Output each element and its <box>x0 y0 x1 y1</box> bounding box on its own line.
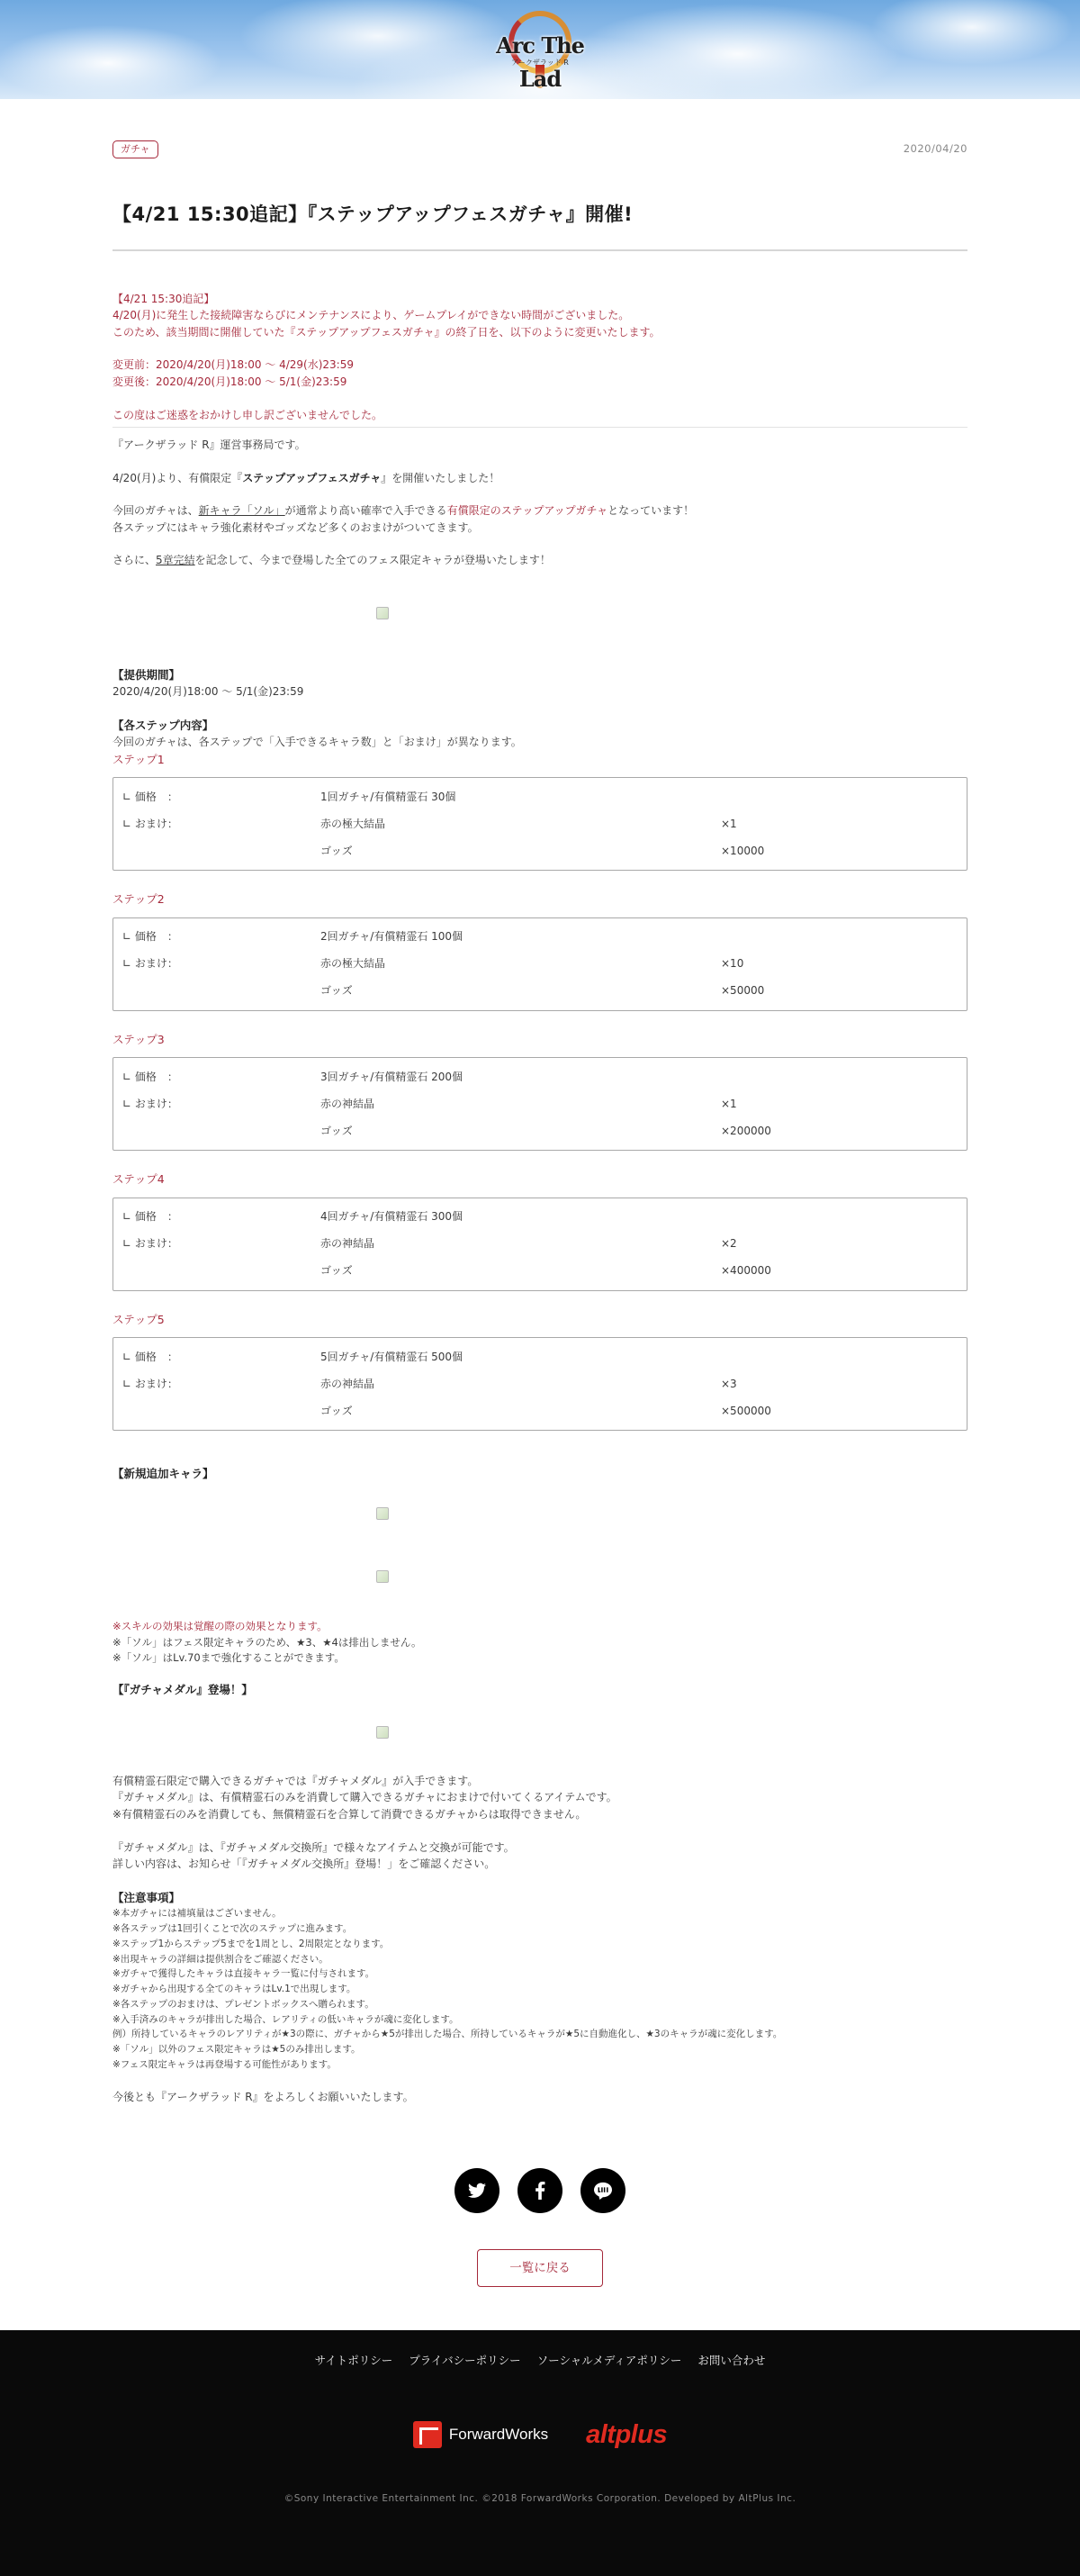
bonus-qty: ×400000 <box>721 1264 771 1278</box>
bonus-item: ゴッズ <box>320 1264 353 1278</box>
bonus-label: ∟ おまけ： <box>122 1097 178 1110</box>
intro-steps: 各ステップにはキャラ強化素材やゴッズなど多くのおまけがついてきます。 <box>112 520 479 534</box>
step-block <box>112 1311 968 1431</box>
bonus-qty: ×3 <box>721 1377 737 1390</box>
share-buttons <box>112 2168 968 2213</box>
intro-fes: さらに、5章完結を記念して、今まで登場した全てのフェス限定キャラが登場いたします！ <box>112 554 551 567</box>
bonus-item: 赤の神結晶 <box>320 1237 375 1251</box>
price-label: ∟ 価格 ： <box>122 930 178 944</box>
caution-list <box>112 1906 968 2073</box>
step-label: ステップ3 <box>112 1032 165 1046</box>
line-share-button[interactable] <box>580 2168 626 2213</box>
bonus-item: ゴッズ <box>320 845 353 858</box>
footer-link-social[interactable]: ソーシャルメディアポリシー <box>536 2354 682 2368</box>
medal-text: ※有償精霊石のみを消費しても、無償精霊石を合算して消費できるガチャからは取得できません。 <box>112 1807 587 1821</box>
price-value: 3回ガチャ/有償精霊石 200個 <box>320 1070 464 1083</box>
intro-gacha: 今回のガチャは、新キャラ「ソル」が通常より高い確率で入手できる有償限定のステップアップガチャとなっています！ <box>112 504 695 518</box>
bonus-label: ∟ おまけ： <box>122 1377 178 1390</box>
update-notice <box>112 291 968 429</box>
notice-after: 変更後：2020/4/20(月)18:00 〜 5/1(金)23:59 <box>112 375 347 388</box>
note: ※「ソル」はフェス限定キャラのため、★3、★4は排出しません。 <box>112 1635 422 1649</box>
period-section <box>112 666 968 751</box>
caution-item: ※ガチャから出現する全てのキャラはLv.1で出現します。 <box>112 1984 356 1995</box>
notice-line: このため、該当期間に開催していた『ステップアップフェスガチャ』の終了日を、以下のように変更いたします。 <box>112 325 661 339</box>
bonus-qty: ×10 <box>721 957 744 971</box>
price-value: 5回ガチャ/有償精霊石 500個 <box>320 1350 464 1363</box>
copyright-text: ©Sony Interactive Entertainment Inc. ©2018 ForwardWorks Corporation. Developed by AltPlus Inc. <box>284 2492 796 2504</box>
new-chars-heading: 【新規追加キャラ】 <box>112 1466 214 1480</box>
price-label: ∟ 価格 ： <box>122 1210 178 1224</box>
price-value: 1回ガチャ/有償精霊石 30個 <box>320 791 456 804</box>
intro-announce: 4/20(月)より、有償限定『ステップアップフェスガチャ』を開催いたしました！ <box>112 471 500 484</box>
bonus-qty: ×500000 <box>721 1404 771 1417</box>
character-image <box>376 1507 389 1520</box>
step-label: ステップ4 <box>112 1172 165 1187</box>
price-label: ∟ 価格 ： <box>122 1350 178 1363</box>
forwardworks-logo[interactable]: ForwardWorks <box>413 2421 548 2448</box>
step-table <box>112 1337 968 1431</box>
footer-links <box>0 2352 1080 2369</box>
bonus-item: ゴッズ <box>320 1404 353 1417</box>
caution-item: ※入手済みのキャラが排出した場合、レアリティの低いキャラが魂に変化します。 <box>112 2013 459 2025</box>
caution-item: ※ガチャで獲得したキャラは直接キャラ一覧に付与されます。 <box>112 1968 375 1980</box>
article-title: 【4/21 15:30追記】『ステップアップフェスガチャ』開催! <box>112 200 968 251</box>
new-chars-notes <box>112 1619 968 1699</box>
period-value: 2020/4/20(月)18:00 〜 5/1(金)23:59 <box>112 685 304 699</box>
closing-text: 今後とも『アークザラッド R』をよろしくお願いいたします。 <box>112 2090 414 2103</box>
price-label: ∟ 価格 ： <box>122 791 178 804</box>
medal-text: 『ガチャメダル』は、『ガチャメダル交換所』で様々なアイテムと交換が可能です。 <box>112 1840 515 1854</box>
article-meta <box>112 140 968 158</box>
caution-item: ※各ステップのおまけは、プレゼントボックスへ贈られます。 <box>112 1998 374 2010</box>
caution-item: ※「ソル」以外のフェス限定キャラは★5のみ排出します。 <box>112 2044 361 2056</box>
altplus-logo[interactable]: altplus <box>586 2419 668 2449</box>
caution-item: 例）所持しているキャラのレアリティが★3の際に、ガチャから★5が排出した場合、所持しているキャラが★5に自動進化し、★3のキャラが魂に変化します。 <box>112 2029 783 2040</box>
caution-item: ※本ガチャには補填量はございません。 <box>112 1908 282 1920</box>
medal-text: 『ガチャメダル』は、有償精霊石のみを消費して購入できるガチャにおまけで付いてくるアイテムです。 <box>112 1791 617 1804</box>
bonus-label: ∟ おまけ： <box>122 818 178 831</box>
medal-image <box>376 1726 389 1739</box>
bonus-qty: ×2 <box>721 1237 737 1251</box>
medal-section <box>112 1773 968 1906</box>
bonus-qty: ×50000 <box>721 984 765 998</box>
steps-heading: 【各ステップ内容】 <box>112 719 214 733</box>
bonus-qty: ×1 <box>721 1097 737 1110</box>
new-chars-section <box>112 1465 968 1482</box>
facebook-share-button[interactable] <box>518 2168 562 2213</box>
publish-date: 2020/04/20 <box>903 142 968 156</box>
note-skill: ※スキルの効果は覚醒の際の効果となります。 <box>112 1620 328 1633</box>
step-label: ステップ5 <box>112 1312 165 1326</box>
step-table <box>112 917 968 1011</box>
step-block <box>112 890 968 1010</box>
caution-item: ※ステップ1からステップ5までを1周とし、2周限定となります。 <box>112 1938 390 1949</box>
bonus-qty: ×200000 <box>721 1124 771 1137</box>
steps-desc: 今回のガチャは、各ステップで「入手できるキャラ数」と「おまけ」が異なります。 <box>112 736 522 749</box>
line-icon <box>593 2182 613 2200</box>
new-character-link[interactable]: 新キャラ「ソル」 <box>198 504 285 518</box>
step-table <box>112 1198 968 1291</box>
bonus-label: ∟ おまけ： <box>122 957 178 971</box>
price-value: 4回ガチャ/有償精霊石 300個 <box>320 1210 464 1224</box>
logo-text: Arc The Lad <box>496 32 584 93</box>
footer-link-privacy[interactable]: プライバシーポリシー <box>409 2354 521 2368</box>
footer-link-contact[interactable]: お問い合わせ <box>698 2354 766 2368</box>
publisher-logos <box>0 2415 1080 2455</box>
caution-item: ※フェス限定キャラは再登場する可能性があります。 <box>112 2059 337 2071</box>
step-block <box>112 751 968 871</box>
notice-apology: この度はご迷惑をおかけし申し訳ございませんでした。 <box>112 408 383 421</box>
bonus-item: 赤の神結晶 <box>320 1377 375 1390</box>
twitter-share-button[interactable] <box>454 2168 500 2213</box>
footer-link-site-policy[interactable]: サイトポリシー <box>314 2354 393 2368</box>
bonus-item: 赤の極大結晶 <box>320 818 386 831</box>
bonus-item: ゴッズ <box>320 1124 353 1137</box>
bonus-qty: ×1 <box>721 818 737 831</box>
caution-item: ※出現キャラの詳細は提供割合をご確認ください。 <box>112 1953 328 1965</box>
caution-heading: 【注意事項】 <box>112 1890 181 1904</box>
back-to-list-button[interactable]: 一覧に戻る <box>477 2249 603 2287</box>
bonus-item: 赤の極大結晶 <box>320 957 386 971</box>
price-label: ∟ 価格 ： <box>122 1070 178 1083</box>
facebook-icon <box>535 2182 545 2200</box>
notice-heading: 【4/21 15:30追記】 <box>112 292 215 305</box>
bonus-label: ∟ おまけ： <box>122 1237 178 1251</box>
medal-text: 有償精霊石限定で購入できるガチャでは『ガチャメダル』が入手できます。 <box>112 1774 479 1787</box>
category-tag: ガチャ <box>112 140 158 158</box>
notice-before: 変更前：2020/4/20(月)18:00 〜 4/29(水)23:59 <box>112 358 354 372</box>
medal-heading: 【『ガチャメダル』登場！】 <box>112 1683 253 1697</box>
period-heading: 【提供期間】 <box>112 668 181 682</box>
site-footer <box>0 2330 1080 2576</box>
price-value: 2回ガチャ/有償精霊石 100個 <box>320 930 464 944</box>
game-logo[interactable] <box>490 5 590 92</box>
medal-text: 詳しい内容は、お知らせ「『ガチャメダル交換所』登場！」をご確認ください。 <box>112 1857 496 1871</box>
bonus-qty: ×10000 <box>721 845 765 858</box>
character-image <box>376 1570 389 1583</box>
step-block <box>112 1031 968 1151</box>
twitter-icon <box>468 2183 486 2199</box>
note: ※「ソル」はLv.70まで強化することができます。 <box>112 1650 345 1664</box>
chapter-link[interactable]: 5章完結 <box>156 554 195 567</box>
bonus-item: 赤の神結晶 <box>320 1097 375 1110</box>
header-banner <box>0 0 1080 99</box>
logo-subtext: アークザラッド R <box>511 59 569 67</box>
step-block <box>112 1170 968 1290</box>
step-table <box>112 777 968 871</box>
article <box>112 140 968 2287</box>
intro-office: 『アークザラッド R』運営事務局です。 <box>112 438 306 452</box>
caution-item: ※各ステップは1回引くことで次のステップに進みます。 <box>112 1922 353 1934</box>
step-label: ステップ1 <box>112 753 165 767</box>
step-label: ステップ2 <box>112 892 165 907</box>
steps-list <box>112 751 968 1431</box>
banner-image <box>376 607 389 619</box>
bonus-item: ゴッズ <box>320 984 353 998</box>
step-table <box>112 1057 968 1151</box>
intro-section <box>112 437 968 569</box>
forwardworks-mark-icon <box>413 2421 442 2448</box>
notice-line: 4/20(月)に発生した接続障害ならびにメンテナンスにより、ゲームプレイができない時間がございました。 <box>112 309 630 322</box>
